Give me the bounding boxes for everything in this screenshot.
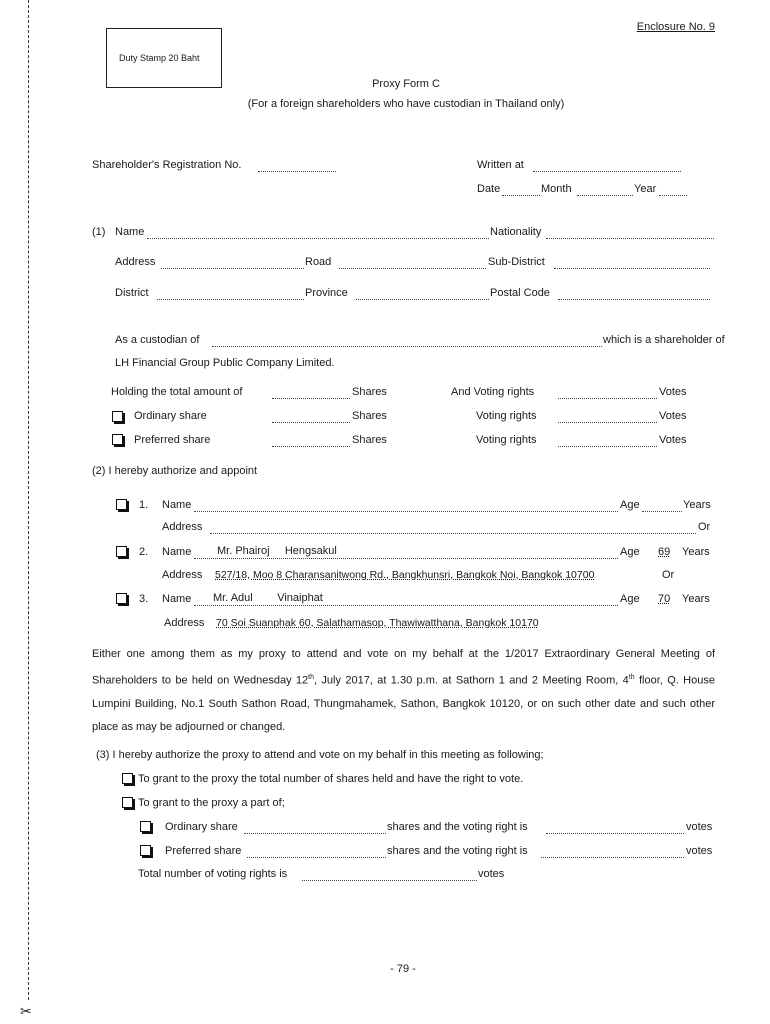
proxy-age-label: Age <box>620 546 640 558</box>
name-label: Name <box>115 226 145 238</box>
company-name: LH Financial Group Public Company Limited. <box>115 357 335 369</box>
year-label: Year <box>634 183 657 195</box>
shares-label: Shares <box>352 434 387 446</box>
part-ordinary-checkbox[interactable] <box>140 821 151 832</box>
year-field[interactable] <box>659 195 687 196</box>
grant-total-label: To grant to the proxy the total number of shares held and have the right to vote. <box>138 773 524 785</box>
grant-part-label: To grant to the proxy a part of; <box>138 797 285 809</box>
address-label: Address <box>115 256 156 268</box>
proxy-name-label: Name <box>162 546 192 558</box>
duty-stamp-label: Duty Stamp 20 Baht <box>119 53 200 63</box>
proxy-2-address: 527/18, Moo 8 Charansanitwong Rd., Bangkhunsri, Bangkok Noi, Bangkok 10700 <box>215 569 595 581</box>
custodian-label: As a custodian of <box>115 334 200 346</box>
month-label: Month <box>541 183 572 195</box>
votes-label: Votes <box>659 434 687 446</box>
proxy-3-age: 70 <box>658 593 671 605</box>
proxy-2-checkbox[interactable] <box>116 546 127 557</box>
preferred-votes-field[interactable] <box>558 446 657 447</box>
total-voting-field[interactable] <box>302 880 477 881</box>
part-preferred-shares-field[interactable] <box>247 857 386 858</box>
proxy-or-label: Or <box>662 569 675 581</box>
district-field[interactable] <box>157 299 304 300</box>
proxy-address-label: Address <box>164 617 205 629</box>
reg-no-label: Shareholder's Registration No. <box>92 159 242 171</box>
province-field[interactable] <box>356 299 489 300</box>
grant-part-checkbox[interactable] <box>122 797 133 808</box>
written-at-field[interactable] <box>533 171 681 172</box>
preferred-shares-field[interactable] <box>272 446 350 447</box>
written-at-label: Written at <box>477 159 524 171</box>
part-ordinary-label: Ordinary share <box>165 821 238 833</box>
and-voting-label: And Voting rights <box>451 386 535 398</box>
proxy-1-checkbox[interactable] <box>116 499 127 510</box>
date-field[interactable] <box>502 195 540 196</box>
scissors-icon: ✂ <box>20 1004 32 1020</box>
postal-code-label: Postal Code <box>490 287 550 299</box>
page-number: - 79 - <box>390 963 416 975</box>
preferred-share-checkbox[interactable] <box>112 434 123 445</box>
proxy-age-label: Age <box>620 499 640 511</box>
proxy-2-name-line <box>194 558 618 559</box>
province-label: Province <box>305 287 348 299</box>
postal-code-field[interactable] <box>558 299 710 300</box>
ordinary-shares-field[interactable] <box>272 422 350 423</box>
votes-label: Votes <box>659 410 687 422</box>
proxy-number: 3. <box>139 593 149 605</box>
total-voting-label: Total number of voting rights is <box>138 868 288 880</box>
proxy-3-name: Mr. Adul Vinaiphat <box>213 592 323 604</box>
proxy-address-label: Address <box>162 521 203 533</box>
shares-label: Shares <box>352 386 387 398</box>
proxy-2-age: 69 <box>658 546 671 558</box>
proxy-name-label: Name <box>162 593 192 605</box>
proxy-years-label: Years <box>682 593 710 605</box>
proxy-3-address: 70 Soi Suanphak 60, Salathamasop, Thawiwatthana, Bangkok 10170 <box>216 617 539 629</box>
proxy-or-label: Or <box>698 521 711 533</box>
grant-total-checkbox[interactable] <box>122 773 133 784</box>
reg-no-field[interactable] <box>258 171 336 172</box>
holding-votes-field[interactable] <box>558 398 657 399</box>
part-preferred-label: Preferred share <box>165 845 242 857</box>
meeting-paragraph: Either one among them as my proxy to attend and vote on my behalf at the 1/2017 Extraordinary General Meeting of Shareholders to be held on Wednesday 12th, July 2017, at 1.30 p.m. at Sathorn 1 and 2 Meeting Room, 4th floor, Q. House Lumpini Building, No.1 South Sathon Road, Thungmahamek, Sathon, Bangkok 10120, or on such other date and such other place as may be adjourned or changed. <box>92 648 715 733</box>
votes-label: Votes <box>659 386 687 398</box>
proxy-3-name-line <box>194 605 618 606</box>
name-field[interactable] <box>147 238 489 239</box>
shares-label: Shares <box>352 410 387 422</box>
address-field[interactable] <box>161 268 304 269</box>
month-field[interactable] <box>577 195 633 196</box>
cut-line <box>28 0 29 1000</box>
proxy-1-age-field[interactable] <box>642 511 682 512</box>
proxy-number: 2. <box>139 546 149 558</box>
ordinary-share-checkbox[interactable] <box>112 411 123 422</box>
enclosure-label: Enclosure No. 9 <box>636 21 715 33</box>
section1-number: (1) <box>92 226 106 238</box>
holding-shares-field[interactable] <box>272 398 350 399</box>
form-subtitle: (For a foreign shareholders who have custodian in Thailand only) <box>247 98 565 110</box>
proxy-3-checkbox[interactable] <box>116 593 127 604</box>
proxy-address-label: Address <box>162 569 203 581</box>
road-field[interactable] <box>339 268 486 269</box>
form-title: Proxy Form C <box>372 78 440 90</box>
proxy-years-label: Years <box>682 546 710 558</box>
road-label: Road <box>305 256 332 268</box>
holding-label: Holding the total amount of <box>111 386 243 398</box>
part-ordinary-votes-field[interactable] <box>546 833 684 834</box>
nationality-label: Nationality <box>490 226 542 238</box>
subdistrict-label: Sub-District <box>488 256 545 268</box>
proxy-1-address-field[interactable] <box>210 533 696 534</box>
total-votes-label: votes <box>478 868 505 880</box>
voting-rights-label: Voting rights <box>476 434 537 446</box>
voting-rights-label: Voting rights <box>476 410 537 422</box>
proxy-age-label: Age <box>620 593 640 605</box>
proxy-1-name-field[interactable] <box>194 511 618 512</box>
part-preferred-checkbox[interactable] <box>140 845 151 856</box>
nationality-field[interactable] <box>546 238 714 239</box>
ordinary-share-label: Ordinary share <box>134 410 207 422</box>
shares-voting-label: shares and the voting right is <box>387 821 528 833</box>
votes-label: votes <box>686 845 713 857</box>
shareholder-of-label: which is a shareholder of <box>603 334 725 346</box>
ordinary-votes-field[interactable] <box>558 422 657 423</box>
section3-heading: (3) I hereby authorize the proxy to attend and vote on my behalf in this meeting as following; <box>96 749 544 761</box>
proxy-number: 1. <box>139 499 149 511</box>
proxy-name-label: Name <box>162 499 192 511</box>
preferred-share-label: Preferred share <box>134 434 211 446</box>
custodian-field[interactable] <box>212 346 602 347</box>
district-label: District <box>115 287 149 299</box>
votes-label: votes <box>686 821 713 833</box>
part-preferred-votes-field[interactable] <box>541 857 684 858</box>
proxy-2-name: Mr. Phairoj Hengsakul <box>217 545 337 557</box>
date-label: Date <box>477 183 501 195</box>
shares-voting-label: shares and the voting right is <box>387 845 528 857</box>
part-ordinary-shares-field[interactable] <box>244 833 386 834</box>
subdistrict-field[interactable] <box>554 268 710 269</box>
proxy-years-label: Years <box>683 499 711 511</box>
section2-heading: (2) I hereby authorize and appoint <box>92 465 258 477</box>
